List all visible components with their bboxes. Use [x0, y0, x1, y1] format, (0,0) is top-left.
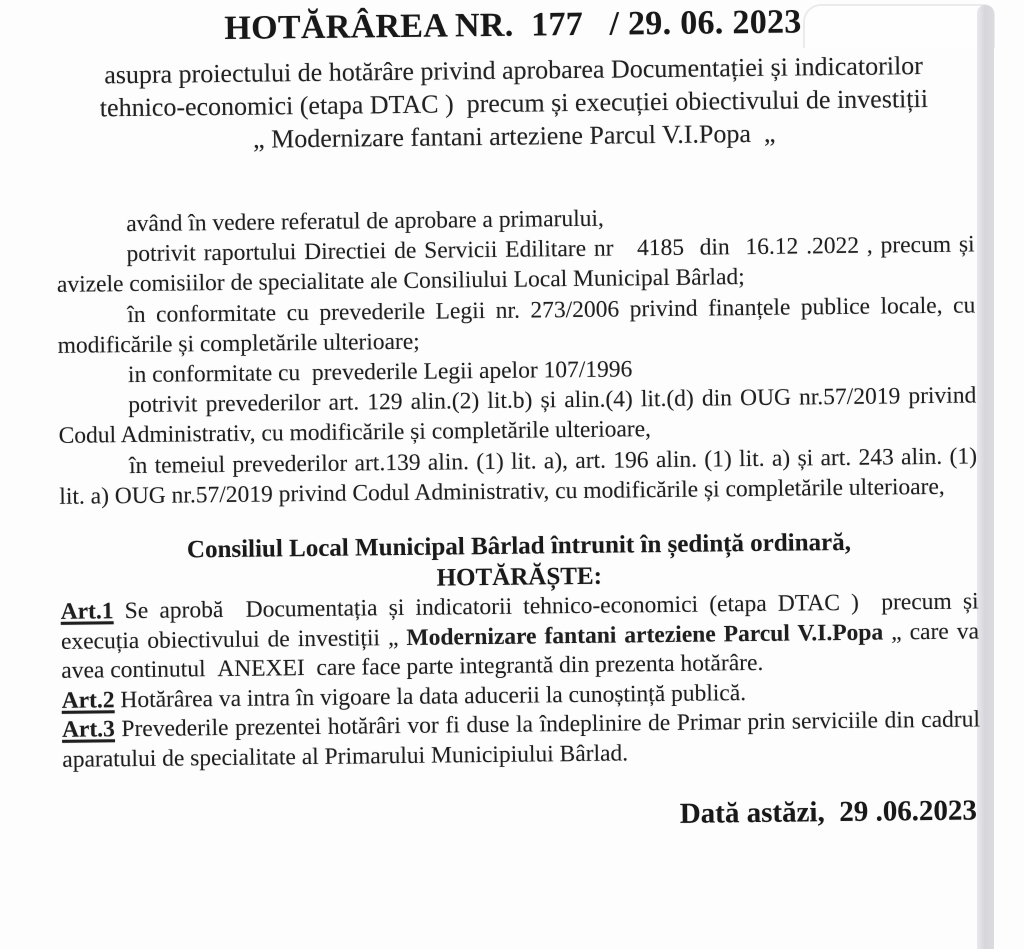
subtitle-line-3: „ Modernizare fantani arteziene Parcul V.I.Popa „: [252, 118, 776, 154]
decision-subtitle: [54, 48, 973, 157]
article-3-label: Art.3: [61, 716, 115, 743]
subtitle-line-1: asupra proiectului de hotărâre privind aprobarea Documentației și indicatorilor: [104, 51, 924, 90]
date-line: Dată astăzi, 29 .06.2023: [679, 794, 978, 830]
preamble-paragraph: potrivit raportului Directiei de Servicii Edilitare nr 4185 din 16.12 .2022 , precum și avizele comisiilor de specialitate ale Consiliului Local Municipal Bârlad;: [56, 231, 975, 299]
decision-title: HOTĂRÂREA NR. 177 / 29. 06. 2023: [224, 3, 802, 47]
article-1: [60, 587, 979, 686]
article-1-label: Art.1: [60, 598, 114, 625]
subtitle-line-2: tehnico-economici (etapa DTAC ) precum și execuției obiectivului de investiții: [99, 83, 929, 123]
preamble-paragraph: potrivit prevederilor art. 129 alin.(2) lit.b) și alin.(4) lit.(d) din OUG nr.57/2019 privind Codul Administrativ, cu modificările și completările ulterioare,: [58, 382, 977, 450]
preamble-section: [56, 199, 977, 511]
article-2-label: Art.2: [61, 686, 115, 714]
preamble-paragraph: în temeiul prevederilor art.139 alin. (1) lit. a), art. 196 alin. (1) lit. a) și art. 243 alin. (1) lit. a) OUG nr.57/2019 privind Codul Administrativ, cu modificările și completările ulterioare,: [59, 443, 978, 510]
resolution-heading: [60, 525, 979, 597]
preamble-paragraph: având în vedere referatul de aprobare a primarului,: [126, 205, 604, 238]
article-1-highlight: Modernizare fantani arteziene Parcul V.I.Popa: [406, 619, 884, 651]
article-1-text-before: Se aprobă Documentația și indicatorii tehnico-economici (etapa DTAC ) precum și execuția obiectivului de investiții „: [60, 588, 979, 655]
resolution-intro: Consiliul Local Municipal Bârlad întrunit în ședință ordinară,: [186, 528, 852, 564]
article-3-text: Prevederile prezentei hotărâri vor fi duse la îndeplinire de Primar prin serviciile din cadrul aparatului de specialitate al Primarului Municipiului Bârlad.: [62, 706, 981, 773]
article-1-text-after: „ care va avea continutul ANEXEI care face parte integrantă din prezenta hotărâre.: [61, 617, 980, 684]
preamble-paragraph: în conformitate cu prevederile Legii nr. 273/2006 privind finanțele publice locale, cu modificările și completările ulterioare;: [57, 292, 976, 359]
preamble-paragraph: in conformitate cu prevederile Legii apelor 107/1996: [127, 356, 633, 389]
article-2-text: Hotărârea va intra în vigoare la data aducerii la cunoștință publică.: [114, 679, 747, 713]
articles-section: [60, 587, 980, 774]
article-3: [62, 705, 981, 774]
resolution-word: HOTĂRĂȘTE:: [436, 562, 603, 592]
